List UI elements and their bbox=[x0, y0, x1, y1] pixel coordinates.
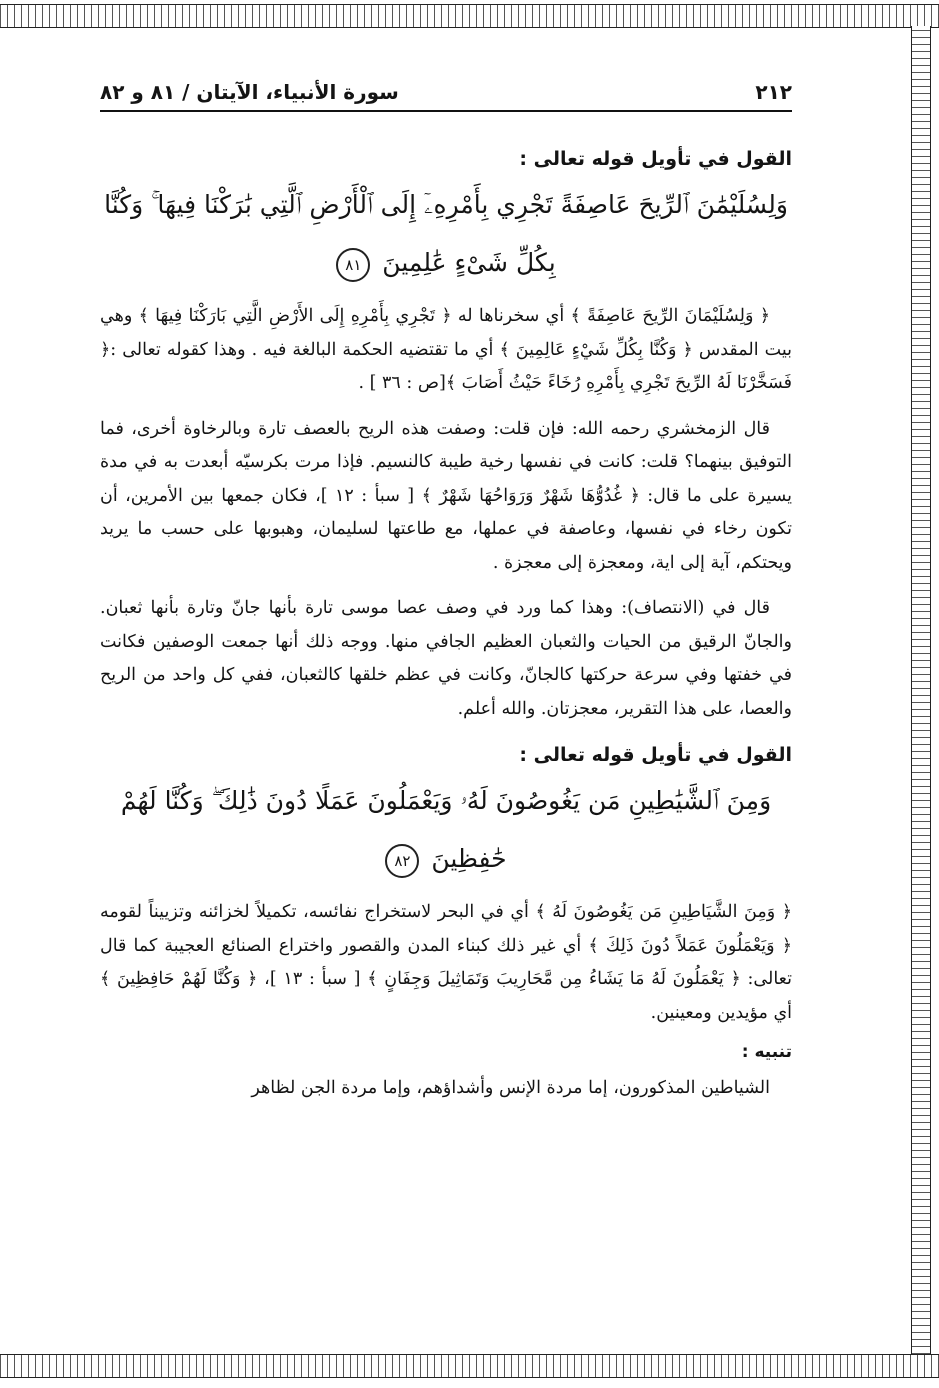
quran-verse bbox=[100, 772, 792, 888]
page-content bbox=[100, 78, 792, 1118]
commentary-paragraph: ﴿ وَمِنَ الشَّيَاطِينِ مَن يَغُوصُونَ لَهُ ﴾ أي في البحر لاستخراج نفائسه، تكميلاً لخزائنه وتزييناً لقومه ﴿ وَيَعْمَلُونَ عَمَلاً دُونَ ذَلِكَ ﴾ أي غير ذلك كبناء المدن والقصور واختراع الصنائع العجيبة كما قال تعالى: ﴿ يَعْمَلُونَ لَهُ مَا يَشَاءُ مِن مَّحَارِيبَ وَتَمَاثِيلَ وَجِفَانٍ ﴾ [ سبأ : ١٣ ]، ﴿ وَكُنَّا لَهُمْ حَافِظِينَ ﴾ أي مؤيدين ومعينين. bbox=[100, 902, 792, 1023]
ornamental-border-top bbox=[0, 4, 939, 28]
commentary-paragraph: ﴿ وَلِسُلَيْمَانَ الرِّيحَ عَاصِفَةً ﴾ أي سخرناها له ﴿ تَجْرِي بِأَمْرِهِ إِلَى الأَرْضِ الَّتِي بَارَكْنَا فِيهَا ﴾ وهي بيت المقدس ﴿ وَكُنَّا بِكُلِّ شَيْءٍ عَالِمِينَ ﴾ أي ما تقتضيه الحكمة البالغة فيه . وهذا كقوله تعالى :﴿ فَسَخَّرْنَا لَهُ الرِّيحَ تَجْرِي بِأَمْرِهِ رُخَاءً حَيْثُ أَصَابَ ﴾[ص : ٣٦ ] . bbox=[100, 306, 792, 393]
section-ayah-82 bbox=[100, 744, 792, 1106]
note-heading: تنبيه : bbox=[741, 1042, 792, 1062]
section-heading: القول في تأويل قوله تعالى : bbox=[519, 148, 792, 170]
note-paragraph: الشياطين المذكورون، إما مردة الإنس وأشداؤهم، وإما مردة الجن لظاهر bbox=[251, 1078, 770, 1098]
quran-verse bbox=[100, 176, 792, 292]
ayah-number-marker: ٨١ bbox=[336, 248, 370, 282]
verse-text: وَلِسُلَيْمَٰنَ ٱلرِّيحَ عَاصِفَةً تَجْرِي بِأَمْرِهِۦٓ إِلَى ٱلْأَرْضِ ٱلَّتِي بَٰرَكْنَا فِيهَا ۚ وَكُنَّا بِكُلِّ شَىْءٍ عَٰلِمِينَ bbox=[104, 190, 788, 277]
ornamental-border-bottom bbox=[0, 1354, 939, 1378]
section-ayah-81 bbox=[100, 148, 792, 726]
commentary-paragraph: قال الزمخشري رحمه الله: فإن قلت: وصفت هذه الريح بالعصف تارة وبالرخاوة أخرى، فما التوفيق بينهما؟ قلت: كانت في نفسها رخية طيبة كالنسيم. فإذا مرت بكرسيّه أبعدت به في مدة يسيرة على ما قال: ﴿ غُدُوُّهَا شَهْرٌ وَرَوَاحُهَا شَهْرٌ ﴾ [ سبأ : ١٢ ]، فكان جمعها بين الأمرين، أن تكون رخاء في نفسها، وعاصفة في عملها، مع طاعتها لسليمان، وهبوبها على حسب ما يريد ويحتكم، آية إلى اية، ومعجزة إلى معجزة . bbox=[100, 418, 792, 573]
commentary-paragraph: قال في (الانتصاف): وهذا كما ورد في وصف عصا موسى تارة بأنها جانّ وتارة بأنها ثعبان. والجانّ الرقيق من الحيات والثعبان العظيم الجافي منها. ووجه ذلك أنها جمعت الوصفين فكانت في خفتها وفي سرعة حركتها كالجانّ، وكانت في عظم خلقها كالثعبان، ففي كل واحد من الريح والعصا، على هذا التقرير، معجزتان. والله أعلم. bbox=[100, 598, 792, 719]
ayah-number-marker: ٨٢ bbox=[385, 844, 419, 878]
ornamental-border-right bbox=[911, 26, 931, 1354]
section-heading: القول في تأويل قوله تعالى : bbox=[519, 744, 792, 766]
page-header bbox=[100, 78, 792, 112]
page-number: ٢١٢ bbox=[755, 80, 792, 104]
running-title: سورة الأنبياء، الآيتان / ٨١ و ٨٢ bbox=[100, 80, 399, 104]
verse-text: وَمِنَ ٱلشَّيَٰطِينِ مَن يَغُوصُونَ لَهُۥ وَيَعْمَلُونَ عَمَلًا دُونَ ذَٰلِكَ ۖ وَكُنَّا لَهُمْ حَٰفِظِينَ bbox=[120, 786, 772, 873]
